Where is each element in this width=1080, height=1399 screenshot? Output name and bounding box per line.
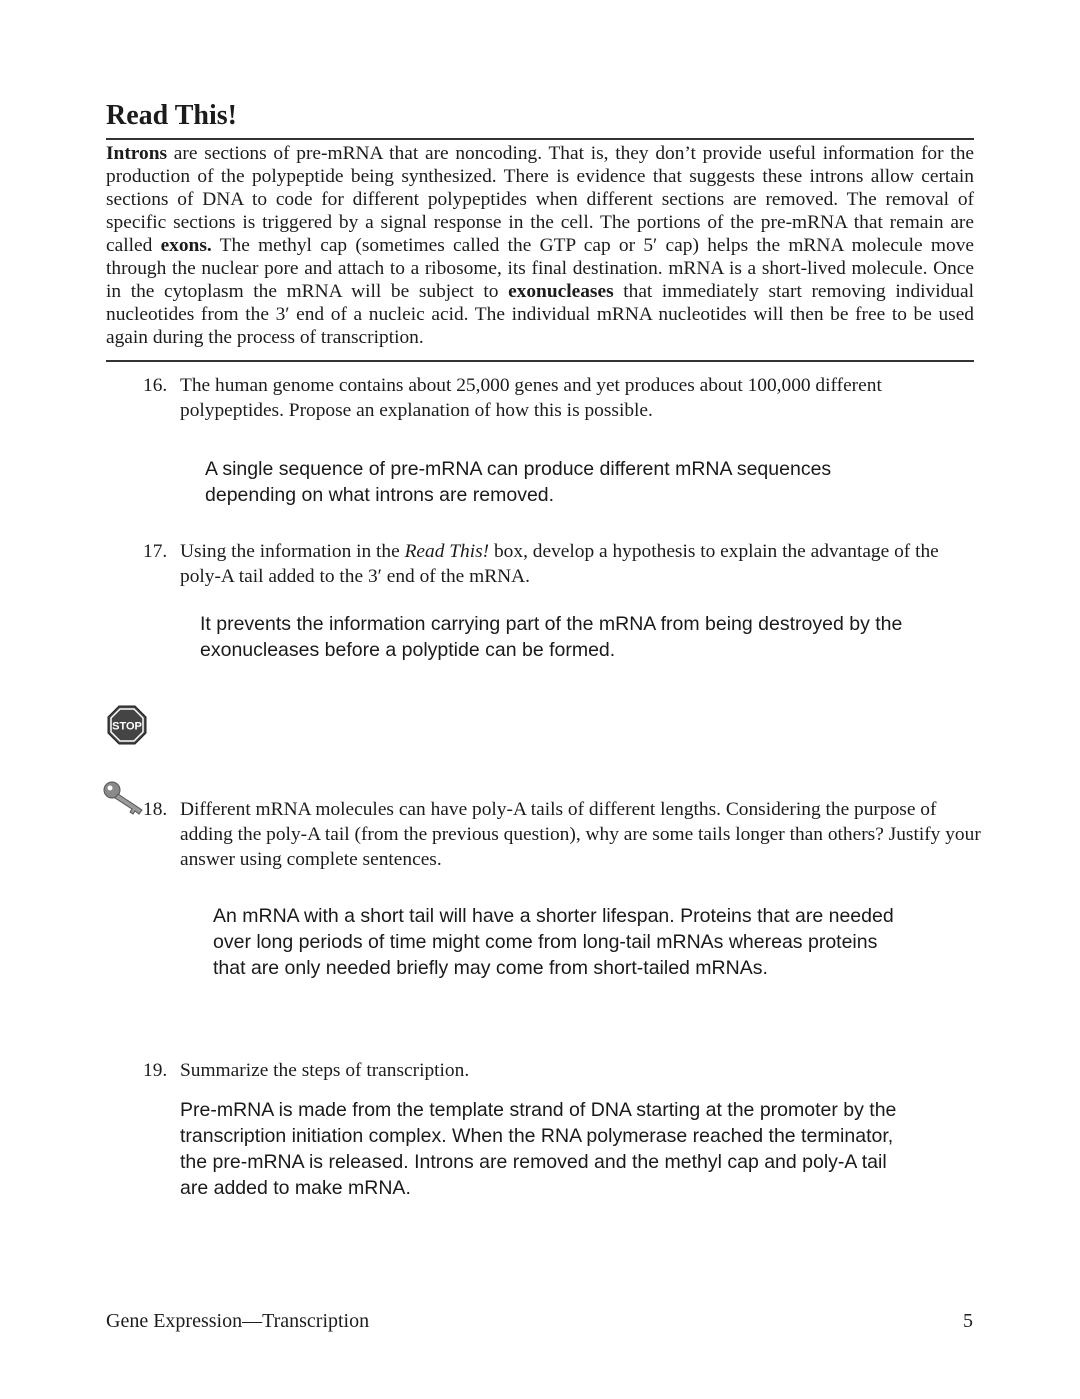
question-number: 17. [143, 541, 168, 562]
page-number: 5 [963, 1310, 973, 1332]
question-number: 16. [143, 375, 168, 396]
question-16 [143, 373, 983, 423]
question-text [180, 539, 983, 589]
question-text: Summarize the steps of transcription. [180, 1060, 470, 1081]
question-number: 18. [143, 799, 168, 820]
read-this-text-part-2: are sections of pre-mRNA that are noncoding. That is, they don’t provide useful information for the production of the polypeptide being synthesized. There is evidence that suggests these introns allow certain sections of DNA to code for different polypeptides when different sections are removed. The removal of specific sections is triggered by a signal response in the cell. The portions of the pre-mRNA that remain are called [106, 143, 974, 256]
exonucleases-term: exonucleases [508, 281, 614, 302]
question-17 [143, 539, 983, 589]
question-text-part: box, develop a hypothesis to explain the advantage of the poly-A tail added to the 3′ end of the mRNA. [180, 541, 939, 587]
stop-label: STOP [112, 720, 142, 733]
introns-term: Introns [106, 143, 168, 164]
key-icon [102, 780, 148, 816]
question-19 [143, 1058, 983, 1083]
question-18 [143, 797, 983, 872]
read-this-top-rule [106, 138, 974, 140]
answer-18: An mRNA with a short tail will have a shorter lifespan. Proteins that are needed over long periods of time might come from long-tail mRNAs whereas proteins that are only needed briefly may come from short-tailed mRNAs. [213, 905, 894, 979]
question-text: The human genome contains about 25,000 genes and yet produces about 100,000 different polypeptides. Propose an explanation of how this is possible. [180, 375, 882, 421]
footer-title: Gene Expression—Transcription [106, 1310, 370, 1332]
exons-term: exons. [160, 235, 212, 256]
stop-sign-icon [107, 705, 147, 745]
read-this-reference: Read This! [404, 541, 490, 562]
answer-17: It prevents the information carrying part of the mRNA from being destroyed by the exonucleases before a polyptide can be formed. [200, 613, 903, 661]
question-text-part: Using the information in the [180, 541, 405, 562]
question-text: Different mRNA molecules can have poly-A tails of different lengths. Considering the purpose of adding the poly-A tail (from the previous question), why are some tails longer than others? Justify your answer using complete sentences. [180, 799, 981, 870]
read-this-bottom-rule [106, 360, 974, 362]
answer-16: A single sequence of pre-mRNA can produce different mRNA sequences depending on what introns are removed. [205, 458, 832, 506]
read-this-title: Read This! [106, 100, 237, 131]
question-number: 19. [143, 1060, 168, 1081]
answer-19: Pre-mRNA is made from the template strand of DNA starting at the promoter by the transcription initiation complex. When the RNA polymerase reached the terminator, the pre-mRNA is released. Introns are removed and the methyl cap and poly-A tail are added to make mRNA. [180, 1099, 897, 1199]
read-this-text-part-6: that immediately start removing individual nucleotides from the 3′ end of a nucleic acid. The individual mRNA nucleotides will then be free to be used again during the process of transcription. [106, 281, 974, 348]
read-this-text-part-4: The methyl cap (sometimes called the GTP cap or 5′ cap) helps the mRNA molecule move through the nuclear pore and attach to a ribosome, its final destination. mRNA is a short-lived molecule. Once in the cytoplasm the mRNA will be subject to [106, 235, 974, 302]
read-this-text [106, 142, 974, 349]
